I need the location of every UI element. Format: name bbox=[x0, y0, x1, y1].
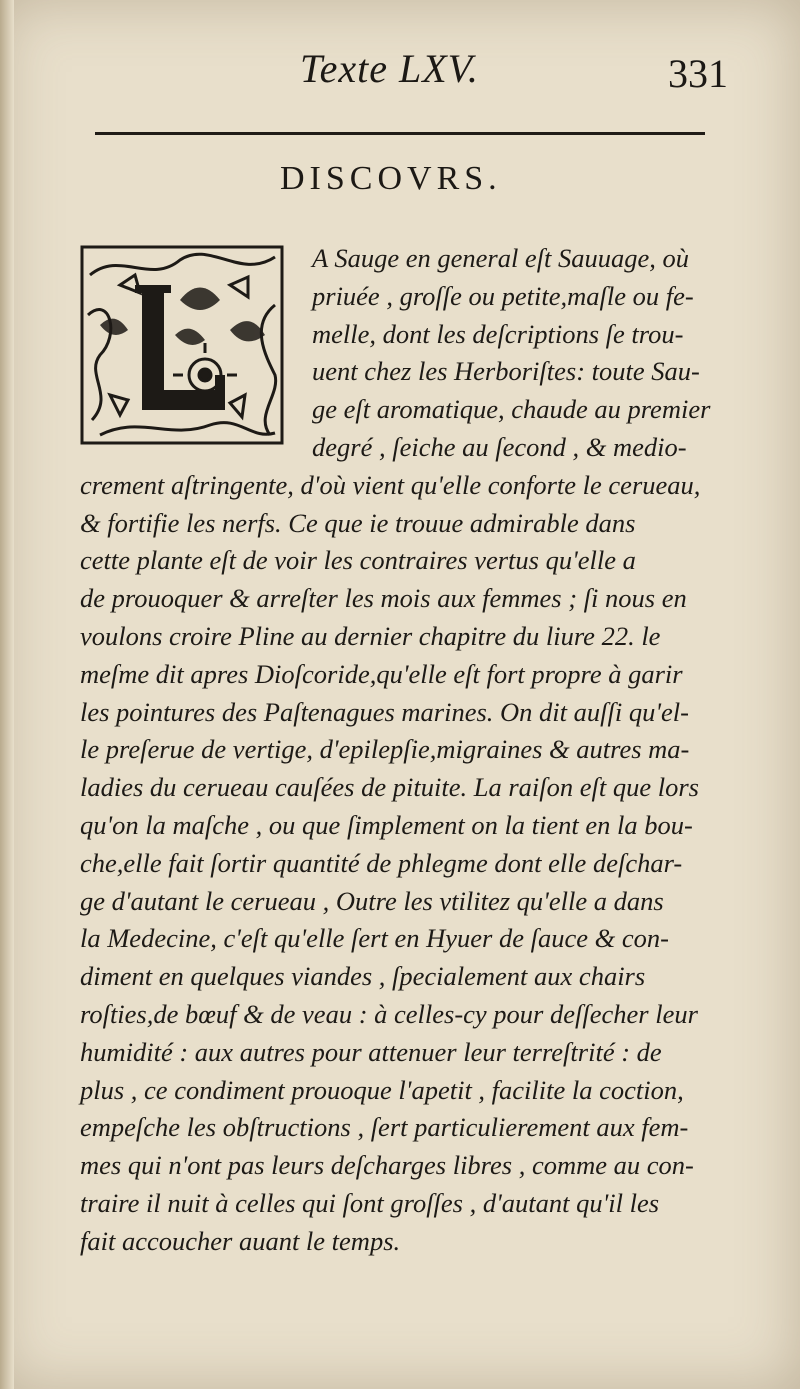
text-line: roſties,de bœuf & de veau : à celles-cy pour deſſecher leur bbox=[80, 998, 698, 1029]
text-line: mes qui n'ont pas leurs deſcharges libres , comme au con- bbox=[80, 1150, 694, 1181]
text-line: cette plante eſt de voir les contraires vertus qu'elle a bbox=[80, 545, 636, 576]
text-line: empeſche les obſtructions , ſert particulierement aux fem- bbox=[80, 1112, 689, 1143]
text-line: voulons croire Pline au dernier chapitre du liure 22. le bbox=[80, 620, 661, 651]
text-line: plus , ce condiment prouoque l'apetit , facilite la coction, bbox=[80, 1074, 684, 1105]
text-line: les pointures des Paſtenagues marines. On dit auſſi qu'el- bbox=[80, 696, 689, 727]
text-line: che,elle fait ſortir quantité de phlegme dont elle deſchar- bbox=[80, 847, 683, 878]
text-line: crement aſtringente, d'où vient qu'elle conforte le cerueau, bbox=[80, 469, 701, 500]
text-line: melle, dont les deſcriptions ſe trou- bbox=[312, 318, 684, 349]
header-rule bbox=[95, 132, 705, 135]
text-line: ladies du cerueau cauſées de pituite. La raiſon eſt que lors bbox=[80, 772, 699, 803]
text-line: meſme dit apres Dioſcoride,qu'elle eſt fort propre à garir bbox=[80, 658, 683, 689]
text-line: ge d'autant le cerueau , Outre les vtilitez qu'elle a dans bbox=[80, 885, 664, 916]
text-line: le preſerue de vertige, d'epilepſie,migraines & autres ma- bbox=[80, 734, 690, 765]
running-head: Texte LXV. bbox=[300, 46, 479, 91]
text-line: traire il nuit à celles qui ſont groſſes , d'autant qu'il les bbox=[80, 1187, 660, 1218]
text-line: uent chez les Herboriſtes: toute Sau- bbox=[312, 356, 700, 387]
body-text bbox=[80, 240, 770, 1261]
text-line: qu'on la maſche , ou que ſimplement on la tient en la bou- bbox=[80, 809, 693, 840]
text-line: priuée , groſſe ou petite,maſle ou fe- bbox=[312, 280, 694, 311]
text-line: & fortifie les nerfs. Ce que ie trouue admirable dans bbox=[80, 507, 636, 538]
text-line: humidité : aux autres pour attenuer leur terreſtrité : de bbox=[80, 1036, 662, 1067]
text-line: fait accoucher auant le temps. bbox=[80, 1225, 401, 1256]
text-line: ge eſt aromatique, chaude au premier bbox=[312, 394, 711, 425]
text-line: degré , ſeiche au ſecond , & medio- bbox=[312, 431, 687, 462]
text-line: A Sauge en general eſt Sauuage, où bbox=[312, 243, 690, 273]
page-number: 331 bbox=[668, 51, 728, 96]
page-gutter bbox=[0, 0, 14, 1389]
text-line: diment en quelques viandes , ſpecialement aux chairs bbox=[80, 961, 646, 992]
text-line: la Medecine, c'eſt qu'elle ſert en Hyuer de ſauce & con- bbox=[80, 923, 669, 954]
section-heading: DISCOVRS. bbox=[280, 160, 502, 197]
text-line: de prouoquer & arreſter les mois aux femmes ; ſi nous en bbox=[80, 583, 687, 614]
